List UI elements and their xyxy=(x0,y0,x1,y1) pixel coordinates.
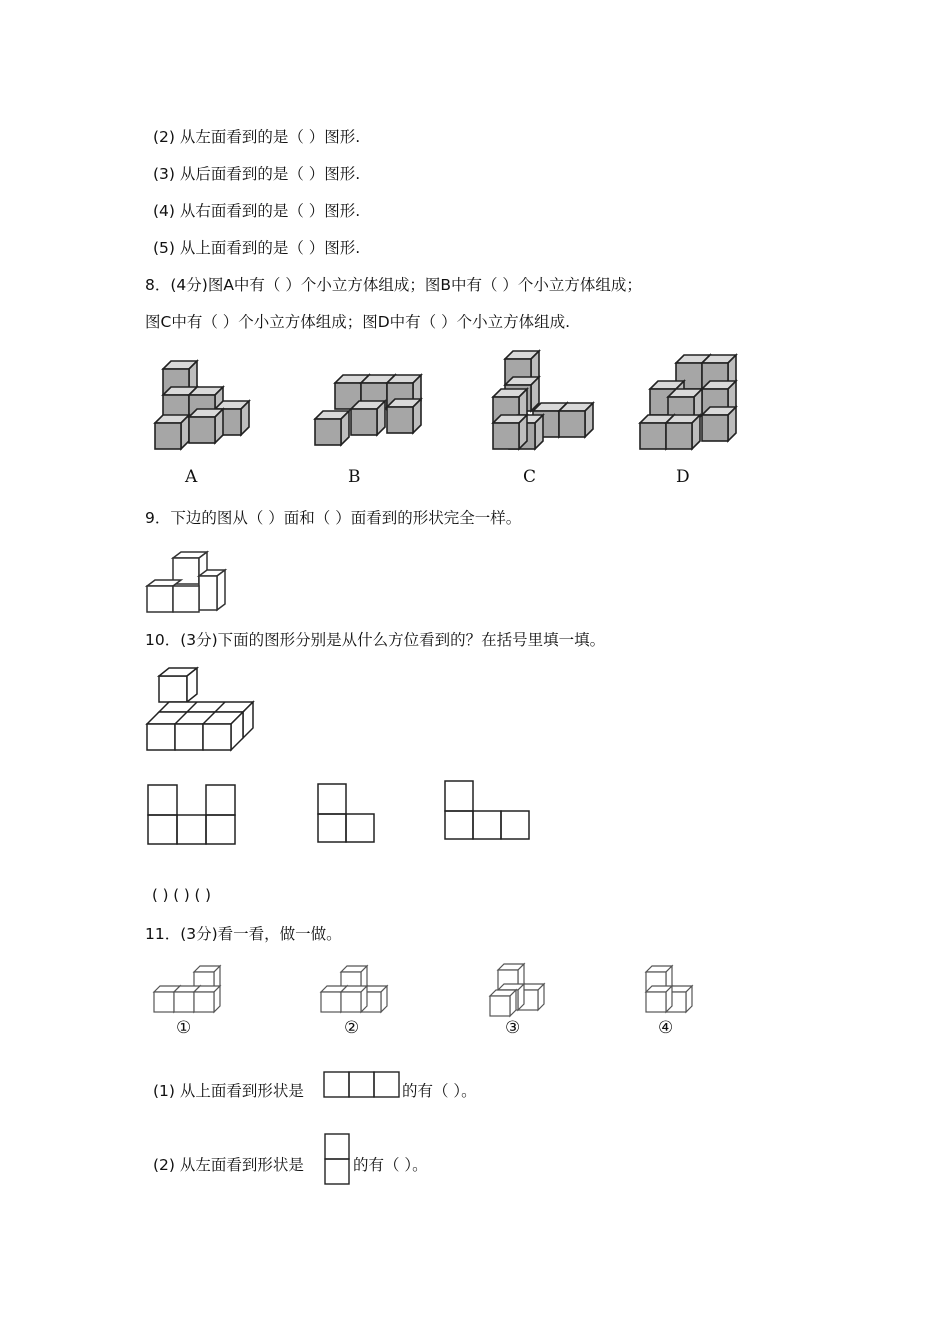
q11-part2-prefix: (2) 从左面看到形状是 xyxy=(153,1156,304,1174)
q10-view-1 xyxy=(146,783,238,847)
q11-cube-figures xyxy=(150,962,710,1018)
label-c: C xyxy=(523,467,537,487)
q11-label-2: ② xyxy=(344,1018,360,1038)
q7-line-5: (5) 从上面看到的是（ ）图形. xyxy=(153,239,361,257)
figure-c xyxy=(493,351,593,449)
q11-part1-suffix: 的有（ ）。 xyxy=(402,1082,477,1100)
q11-label-4: ④ xyxy=(658,1018,674,1038)
q11-part2-shape xyxy=(323,1132,351,1186)
q11-part1-shape xyxy=(323,1070,401,1100)
q11-text: 11．(3分)看一看，做一做。 xyxy=(145,925,342,943)
q7-line-4: (4) 从右面看到的是（ ）图形. xyxy=(153,202,361,220)
q9-cube-figure xyxy=(145,548,235,620)
q10-answer-blanks: ( ) ( ) ( ) xyxy=(152,886,211,904)
q11-label-3: ③ xyxy=(505,1018,521,1038)
q8-text-line1: 8．(4分)图A中有（ ）个小立方体组成；图B中有（ ）个小立方体组成； xyxy=(145,276,642,294)
q8-text-line2: 图C中有（ ）个小立方体组成；图D中有（ ）个小立方体组成. xyxy=(145,313,571,331)
q11-label-1: ① xyxy=(176,1018,192,1038)
q10-view-2 xyxy=(316,782,378,846)
figure-a xyxy=(155,361,249,449)
q11-figure-3 xyxy=(490,964,544,1016)
q8-cube-figures xyxy=(145,345,765,455)
q9-text: 9．下边的图从（ ）面和（ ）面看到的形状完全一样。 xyxy=(145,509,522,527)
figure-b xyxy=(315,375,421,445)
q10-view-3 xyxy=(443,779,533,843)
q11-figure-4 xyxy=(646,966,692,1012)
label-a: A xyxy=(185,467,198,487)
q7-line-3: (3) 从后面看到的是（ ）图形. xyxy=(153,165,361,183)
q10-cube-figure xyxy=(145,666,260,758)
figure-d xyxy=(640,355,736,449)
q11-part1-prefix: (1) 从上面看到形状是 xyxy=(153,1082,304,1100)
q11-figure-1 xyxy=(154,966,220,1012)
q7-line-2: (2) 从左面看到的是（ ）图形. xyxy=(153,128,361,146)
label-d: D xyxy=(676,467,690,487)
q11-figure-2 xyxy=(321,966,387,1012)
q10-text: 10．(3分)下面的图形分别是从什么方位看到的？在括号里填一填。 xyxy=(145,631,606,649)
q11-part2-suffix: 的有（ ）。 xyxy=(353,1156,428,1174)
label-b: B xyxy=(348,467,361,487)
